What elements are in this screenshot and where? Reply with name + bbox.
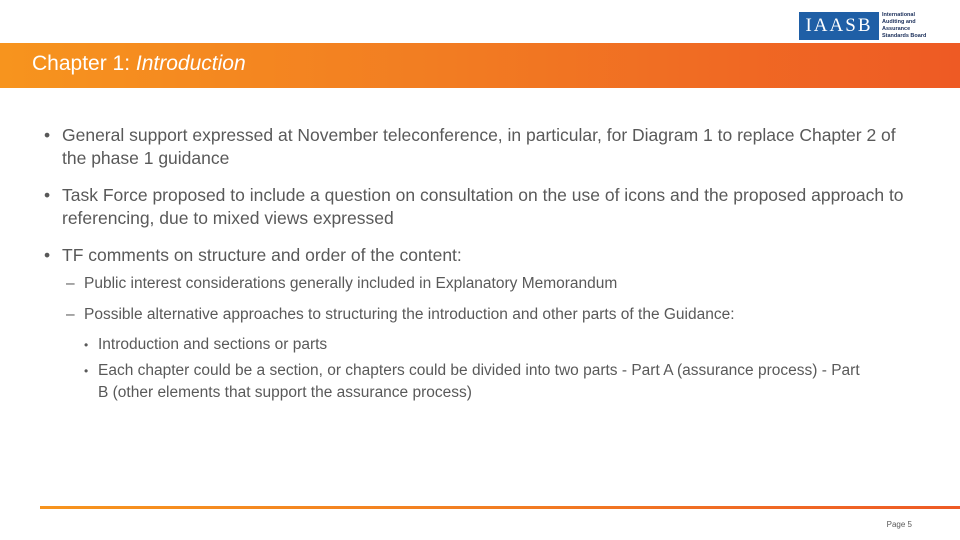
sub-bullet-marker: – xyxy=(66,306,75,323)
sub-sub-bullet-item xyxy=(84,360,874,404)
sub-sub-bullet-marker: • xyxy=(84,364,89,378)
sub-sub-bullet-text: Each chapter could be a section, or chapters could be divided into two parts - Part A (assurance process) - Part B (other elements that support the assurance process) xyxy=(98,362,860,401)
sub-sub-bullet-item xyxy=(84,334,874,356)
bullet-text: TF comments on structure and order of the content: xyxy=(62,245,462,265)
bullet-marker: • xyxy=(44,185,51,205)
bullet-text: Task Force proposed to include a question on consultation on the use of icons and the proposed approach to referencing, due to mixed views expressed xyxy=(62,185,904,228)
bullet-marker: • xyxy=(44,245,51,265)
bullet-item xyxy=(44,244,924,267)
sub-bullet-item xyxy=(66,274,926,294)
footer-divider xyxy=(40,506,960,509)
iaasb-logo xyxy=(799,12,930,40)
sub-sub-bullet-marker: • xyxy=(84,338,89,352)
sub-bullet-text: Possible alternative approaches to structuring the introduction and other parts of the Guidance: xyxy=(84,306,735,323)
logo-subtext: International Auditing and Assurance Standards Board xyxy=(882,12,927,39)
slide-title xyxy=(32,52,246,76)
sub-sub-bullet-text: Introduction and sections or parts xyxy=(98,336,328,353)
title-bar xyxy=(0,43,960,88)
sub-bullet-text: Public interest considerations generally included in Explanatory Memorandum xyxy=(84,275,618,292)
bullet-item xyxy=(44,184,924,230)
bullet-item xyxy=(44,124,924,170)
bullet-text: General support expressed at November teleconference, in particular, for Diagram 1 to replace Chapter 2 of the phase 1 guidance xyxy=(62,125,896,168)
sub-bullet-marker: – xyxy=(66,275,75,292)
title-prefix: Chapter 1: xyxy=(32,52,136,75)
logo-mark: IAASB xyxy=(799,12,879,40)
sub-bullet-item xyxy=(66,305,926,325)
title-italic: Introduction xyxy=(135,52,246,75)
page-number: Page 5 xyxy=(886,520,912,529)
bullet-marker: • xyxy=(44,125,51,145)
